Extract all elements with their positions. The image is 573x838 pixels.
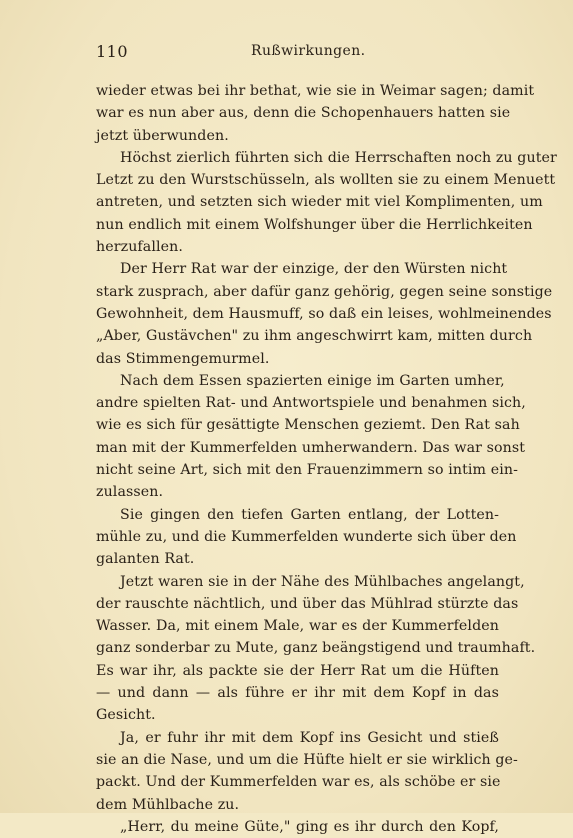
text-line: Der Herr Rat war der einzige, der den Würsten nicht: [120, 261, 508, 278]
text-line: Höchst zierlich führten sich die Herrschaften noch zu guter: [120, 149, 557, 166]
text-line: Letzt zu den Wurstschüsseln, als wollten sie zu einem Menuett: [96, 172, 556, 189]
text-line: galanten Rat.: [96, 551, 195, 568]
text-line: dem Mühlbache zu.: [96, 796, 240, 813]
text-line: Ja, er fuhr ihr mit dem Kopf ins Gesicht und stieß: [120, 729, 499, 746]
text-line: — und dann — als führe er ihr mit dem Kopf in das: [96, 685, 499, 702]
text-line: wieder etwas bei ihr bethat, wie sie in Weimar sagen; damit: [96, 83, 535, 99]
text-line: packt. Und der Kummerfelden war es, als schöbe er sie: [96, 774, 501, 791]
text-line: Es war ihr, als packte sie der Herr Rat um die Hüften: [96, 662, 499, 679]
text-line: Wasser. Da, mit einem Male, war es der Kummerfelden: [96, 618, 499, 635]
page-header: [96, 42, 496, 62]
text-line: der rauschte nächtlich, und über das Mühlrad stürzte das: [96, 595, 519, 612]
text-line: Jetzt waren sie in der Nähe des Mühlbaches angelangt,: [120, 573, 525, 590]
text-line: andre spielten Rat- und Antwortspiele und benahmen sich,: [96, 395, 526, 412]
text-line: Gesicht.: [96, 707, 156, 724]
text-line: war es nun aber aus, denn die Schopenhauers hatten sie: [96, 105, 511, 122]
page-number: 110: [96, 42, 129, 61]
text-line: jetzt überwunden.: [96, 127, 229, 144]
text-line: stark zusprach, aber dafür ganz gehörig, gegen seine sonstige: [96, 283, 553, 300]
text-line: „Aber, Gustävchen" zu ihm angeschwirrt kam, mitten durch: [96, 328, 533, 345]
text-line: ganz sonderbar zu Mute, ganz beängstigend und traumhaft.: [96, 640, 536, 657]
text-line: herzufallen.: [96, 239, 183, 256]
text-line: nun endlich mit einem Wolfshunger über die Herrlichkeiten: [96, 216, 533, 233]
text-line: wie es sich für gesättigte Menschen geziemt. Den Rat sah: [96, 417, 520, 434]
text-line: mühle zu, und die Kummerfelden wunderte sich über den: [96, 528, 517, 545]
text-line: sie an die Nase, und um die Hüfte hielt er sie wirklich ge-: [96, 751, 518, 768]
text-line: man mit der Kummerfelden umherwandern. Das war sonst: [96, 439, 526, 456]
text-line: Sie gingen den tiefen Garten entlang, der Lotten-: [120, 506, 499, 523]
text-line: „Herr, du meine Güte," ging es ihr durch den Kopf,: [120, 818, 499, 835]
text-line: Nach dem Essen spazierten einige im Garten umher,: [120, 372, 505, 389]
text-line: Gewohnheit, dem Hausmuff, so daß ein leises, wohlmeinendes: [96, 305, 552, 322]
text-line: nicht seine Art, sich mit den Frauenzimmern so intim ein-: [96, 462, 518, 479]
text-line: das Stimmengemurmel.: [96, 350, 270, 367]
body-text: [96, 80, 557, 838]
text-line: zulassen.: [96, 484, 164, 501]
running-title: Rußwirkungen.: [251, 43, 366, 59]
text-line: antreten, und setzten sich wieder mit viel Komplimenten, um: [96, 194, 543, 211]
